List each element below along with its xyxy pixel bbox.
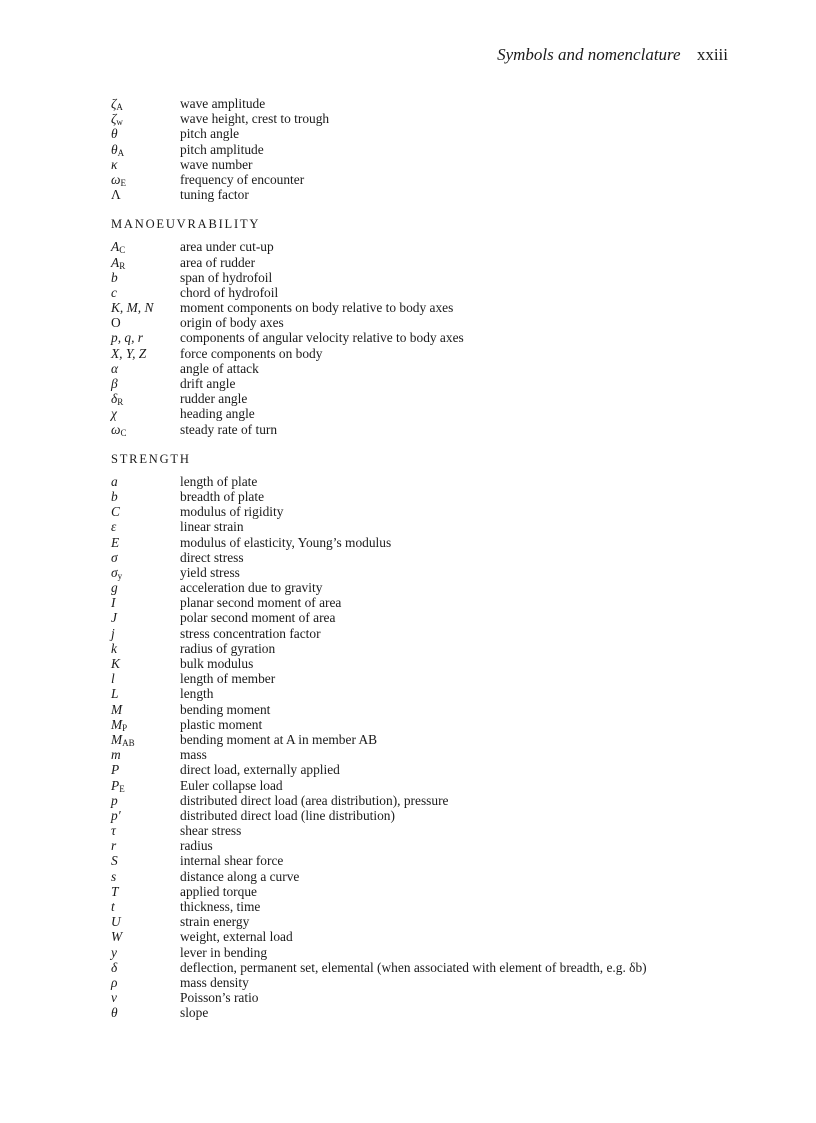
symbol-base: O: [111, 315, 121, 331]
symbol: [111, 990, 180, 1005]
symbol-base: σ: [111, 549, 118, 565]
symbol-description: angle of attack: [180, 360, 259, 376]
symbol-row: [111, 361, 736, 376]
symbol-row: [111, 641, 736, 656]
symbol-base: b: [111, 488, 118, 504]
symbol: [111, 187, 180, 202]
symbol-row: [111, 422, 736, 437]
symbol-base: ρ: [111, 974, 118, 990]
symbol-row: [111, 391, 736, 406]
symbol-description: length of plate: [180, 473, 258, 489]
symbol-row: [111, 172, 736, 187]
symbol-description: applied torque: [180, 883, 257, 899]
symbol-description: shear stress: [180, 823, 242, 839]
symbol-description: steady rate of turn: [180, 421, 278, 437]
symbol-base: ζ: [111, 96, 117, 111]
symbol: [111, 300, 180, 315]
symbol-base: M: [111, 731, 123, 747]
symbol-description: modulus of rigidity: [180, 504, 284, 520]
symbol-row: [111, 157, 736, 172]
symbol-subscript: w: [116, 117, 123, 128]
symbol-subscript: A: [116, 102, 123, 112]
symbol: [111, 717, 180, 732]
symbol-row: [111, 565, 736, 580]
running-header: [497, 45, 728, 65]
symbol-description: internal shear force: [180, 853, 284, 869]
symbol: [111, 732, 180, 747]
symbol: [111, 580, 180, 595]
symbol: [111, 550, 180, 565]
symbol-base: C: [111, 504, 120, 520]
symbol: [111, 270, 180, 285]
symbol-row: [111, 270, 736, 285]
symbol-base: σ: [111, 564, 118, 580]
symbol-base: β: [111, 376, 118, 391]
symbol-description: weight, external load: [180, 929, 293, 945]
symbol-description: area of rudder: [180, 254, 256, 270]
symbol-row: [111, 300, 736, 315]
symbol-base: p′: [111, 807, 121, 823]
symbol-description: acceleration due to gravity: [180, 580, 323, 596]
symbol-description: wave amplitude: [180, 96, 266, 111]
symbol-base: J: [111, 610, 117, 626]
symbol-row: [111, 778, 736, 793]
symbol-base: Λ: [111, 187, 121, 203]
intro-symbol-group: [111, 96, 736, 202]
symbol-base: p: [111, 792, 118, 808]
section-heading: STRENGTH: [111, 451, 191, 466]
symbol: [111, 376, 180, 391]
symbol-base: α: [111, 360, 119, 376]
symbol: [111, 595, 180, 610]
symbol: [111, 126, 180, 141]
symbol-row: [111, 793, 736, 808]
symbol-base: t: [111, 899, 115, 914]
symbol-subscript: E: [120, 177, 126, 188]
symbol-description: length: [180, 686, 214, 702]
symbol-description: wave height, crest to trough: [180, 111, 330, 127]
symbol-description: distance along a curve: [180, 868, 300, 884]
symbol-base: δ: [111, 391, 118, 407]
symbol-base: r: [111, 838, 117, 854]
symbol: [111, 793, 180, 808]
symbol-row: [111, 945, 736, 960]
symbol-description: slope: [180, 1005, 209, 1021]
symbol-description: area under cut-up: [180, 239, 274, 255]
symbol-description: length of member: [180, 671, 276, 687]
symbol-description: direct load, externally applied: [180, 762, 340, 778]
symbol-base: P: [111, 777, 120, 793]
symbol-base: θ: [111, 141, 118, 157]
symbol-base: U: [111, 914, 121, 930]
symbol-row: [111, 747, 736, 762]
symbol-description: span of hydrofoil: [180, 269, 273, 285]
symbol-row: [111, 899, 736, 914]
symbol-base: a: [111, 473, 118, 489]
symbol-subscript: P: [122, 722, 128, 733]
symbol-base: c: [111, 284, 117, 300]
symbol: [111, 315, 180, 330]
section-strength: [111, 452, 736, 1021]
symbol: [111, 975, 180, 990]
symbol-base: χ: [111, 406, 117, 422]
symbol: [111, 504, 180, 519]
symbol-base: P: [111, 762, 120, 778]
symbol: [111, 565, 180, 580]
symbol-description: distributed direct load (line distribution): [180, 807, 395, 823]
symbol: [111, 406, 180, 421]
symbol-row: [111, 732, 736, 747]
symbol-description: direct stress: [180, 549, 244, 565]
symbol: [111, 610, 180, 625]
symbol-subscript: y: [117, 570, 123, 581]
symbol: [111, 914, 180, 929]
symbol: [111, 626, 180, 641]
symbol-row: [111, 239, 736, 254]
symbol-description: Poisson’s ratio: [180, 990, 259, 1006]
symbol-description: radius of gyration: [180, 640, 276, 656]
symbol: [111, 823, 180, 838]
symbol-base: θ: [111, 126, 118, 142]
symbol-base: W: [111, 929, 123, 945]
symbol-base: ω: [111, 421, 121, 437]
symbol: [111, 747, 180, 762]
symbol-row: [111, 504, 736, 519]
symbol-base: p, q, r: [111, 330, 143, 346]
symbol-row: [111, 142, 736, 157]
symbol-row: [111, 406, 736, 421]
symbol-description: components of angular velocity relative to body axes: [180, 330, 464, 346]
symbol: [111, 285, 180, 300]
symbol: [111, 474, 180, 489]
symbol: [111, 641, 180, 656]
symbol-row: [111, 535, 736, 550]
symbol-description: chord of hydrofoil: [180, 284, 279, 300]
symbol-description: rudder angle: [180, 391, 248, 407]
symbol-subscript: A: [117, 147, 125, 158]
symbol-row: [111, 975, 736, 990]
symbol: [111, 838, 180, 853]
symbol-row: [111, 884, 736, 899]
symbol-row: [111, 126, 736, 141]
nomenclature-list: [111, 96, 736, 1021]
symbol: [111, 960, 180, 975]
symbol-description: deflection, permanent set, elemental (when associated with element of breadth, e.g. δb): [180, 959, 647, 975]
symbol-description: wave number: [180, 156, 253, 172]
symbol-base: M: [111, 716, 123, 732]
symbol-description: pitch angle: [180, 126, 240, 142]
symbol-base: T: [111, 883, 119, 899]
symbol-row: [111, 838, 736, 853]
symbol-row: [111, 346, 736, 361]
symbol: [111, 1005, 180, 1020]
symbol-description: planar second moment of area: [180, 595, 342, 611]
symbol-base: M: [111, 701, 123, 717]
symbol-base: A: [111, 254, 120, 270]
symbol: [111, 869, 180, 884]
symbol-base: m: [111, 747, 121, 763]
symbol-description: strain energy: [180, 914, 250, 930]
symbol-description: modulus of elasticity, Young’s modulus: [180, 534, 392, 550]
symbol-base: b: [111, 269, 118, 285]
symbol-base: δ: [111, 959, 118, 975]
symbol: [111, 361, 180, 376]
symbol-row: [111, 960, 736, 975]
symbol-base: s: [111, 868, 117, 884]
symbol-description: frequency of encounter: [180, 171, 305, 187]
symbol: [111, 96, 180, 111]
symbol-base: k: [111, 640, 117, 656]
symbol: [111, 111, 180, 126]
symbol: [111, 945, 180, 960]
symbol-row: [111, 914, 736, 929]
symbol-description: mass density: [180, 974, 249, 990]
symbol-description: bending moment at A in member AB: [180, 731, 378, 747]
symbol: [111, 929, 180, 944]
symbol-description: thickness, time: [180, 899, 261, 914]
symbol-description: tuning factor: [180, 187, 249, 203]
symbol-row: [111, 762, 736, 777]
symbol: [111, 239, 180, 254]
symbol-description: radius: [180, 838, 213, 854]
symbol-base: y: [111, 944, 117, 960]
symbol-description: drift angle: [180, 376, 236, 391]
symbol-base: K, M, N: [111, 300, 154, 316]
symbol-row: [111, 187, 736, 202]
symbol: [111, 686, 180, 701]
symbol-row: [111, 808, 736, 823]
symbol-row: [111, 610, 736, 625]
symbol: [111, 671, 180, 686]
symbol: [111, 346, 180, 361]
symbol: [111, 853, 180, 868]
symbol-description: linear strain: [180, 519, 244, 535]
symbol-base: L: [111, 686, 119, 702]
symbol-description: origin of body axes: [180, 315, 284, 331]
symbol-row: [111, 1005, 736, 1020]
symbol-base: ω: [111, 171, 121, 187]
symbol-row: [111, 519, 736, 534]
symbol-subscript: C: [119, 245, 126, 256]
symbol-description: bending moment: [180, 701, 271, 717]
symbol-base: θ: [111, 1005, 118, 1021]
symbol-description: bulk modulus: [180, 656, 254, 671]
symbol-description: mass: [180, 747, 207, 763]
symbol-row: [111, 285, 736, 300]
symbol-subscript: R: [117, 397, 124, 408]
symbol: [111, 172, 180, 187]
symbol-row: [111, 990, 736, 1005]
section-heading: MANOEUVRABILITY: [111, 217, 261, 232]
symbol-row: [111, 96, 736, 111]
symbol-row: [111, 823, 736, 838]
symbol-row: [111, 489, 736, 504]
symbol-base: K: [111, 656, 120, 671]
symbol-row: [111, 869, 736, 884]
symbol-description: lever in bending: [180, 944, 268, 960]
symbol-row: [111, 111, 736, 126]
symbol-base: ζ: [111, 111, 117, 127]
symbol-row: [111, 315, 736, 330]
symbol-row: [111, 550, 736, 565]
symbol-row: [111, 330, 736, 345]
symbol-row: [111, 474, 736, 489]
symbol-row: [111, 656, 736, 671]
symbol: [111, 422, 180, 437]
symbol-row: [111, 702, 736, 717]
running-title: Symbols and nomenclature: [497, 45, 681, 64]
symbol-base: ε: [111, 519, 117, 535]
page-number: xxiii: [696, 45, 728, 64]
symbol-base: v: [111, 990, 117, 1006]
section-groups: [111, 217, 736, 1020]
symbol-row: [111, 686, 736, 701]
symbol-row: [111, 929, 736, 944]
symbol-base: S: [111, 853, 118, 869]
symbol: [111, 808, 180, 823]
symbol-base: j: [111, 625, 115, 641]
symbol-row: [111, 853, 736, 868]
symbol-description: stress concentration factor: [180, 625, 321, 641]
symbol-description: breadth of plate: [180, 488, 265, 504]
symbol-row: [111, 626, 736, 641]
symbol: [111, 157, 180, 172]
symbol: [111, 142, 180, 157]
symbol-base: E: [111, 534, 120, 550]
symbol-description: heading angle: [180, 406, 255, 422]
symbol-description: Euler collapse load: [180, 777, 283, 793]
symbol: [111, 535, 180, 550]
symbol-row: [111, 671, 736, 686]
symbol: [111, 884, 180, 899]
symbol-base: g: [111, 580, 118, 596]
symbol-row: [111, 255, 736, 270]
symbol: [111, 778, 180, 793]
symbol-row: [111, 595, 736, 610]
symbol: [111, 656, 180, 671]
symbol-description: pitch amplitude: [180, 141, 264, 157]
symbol-row: [111, 717, 736, 732]
symbol-subscript: E: [119, 783, 125, 794]
symbol-description: moment components on body relative to body axes: [180, 300, 454, 316]
symbol: [111, 899, 180, 914]
symbol-description: force components on body: [180, 345, 323, 361]
symbol-base: l: [111, 671, 115, 687]
symbol-base: κ: [111, 156, 118, 172]
symbol-subscript: R: [119, 260, 126, 271]
symbol-description: yield stress: [180, 564, 240, 580]
symbol-description: distributed direct load (area distribution), pressure: [180, 792, 449, 808]
symbol-subscript: AB: [122, 737, 135, 748]
symbol-base: A: [111, 239, 120, 255]
symbol-row: [111, 376, 736, 391]
symbol-base: X, Y, Z: [111, 345, 147, 361]
symbol: [111, 255, 180, 270]
section-manoeuvrability: [111, 217, 736, 436]
symbol-description: plastic moment: [180, 716, 263, 732]
symbol-base: I: [111, 595, 116, 611]
symbol: [111, 519, 180, 534]
symbol-row: [111, 580, 736, 595]
symbol-description: polar second moment of area: [180, 610, 336, 626]
symbol: [111, 330, 180, 345]
symbol-base: τ: [111, 823, 116, 839]
symbol-subscript: C: [120, 427, 127, 438]
symbol: [111, 702, 180, 717]
symbol: [111, 762, 180, 777]
symbol: [111, 489, 180, 504]
symbol: [111, 391, 180, 406]
